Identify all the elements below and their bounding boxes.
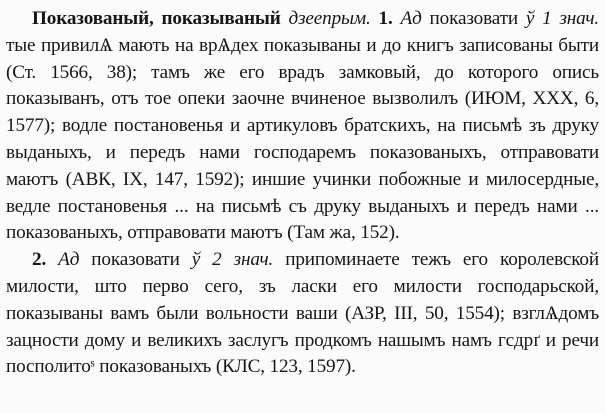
sense-number-2: 2.: [32, 249, 47, 271]
entry-paragraph-2: [6, 247, 599, 381]
base-verb-1: показовати: [429, 8, 518, 29]
citation-text-1: тые привилѦ мають на врѦдех показываны и до книгъ записованы быти (Ст. 1566, 38); тамъ же его врадъ замковый, до которого опись показыванъ, отъ тое опеки заочне вчиненое вызволилъ (ИЮМ, XXX, 6, 1577); водле постановенья и артикуловъ братскихъ, на письмѣ зъ друку выданыхъ, и передъ нами господаремъ показованыхъ, отправовати маютъ (АВК, IX, 147, 1592); иншие учинки побожные и милосердные, ведле постановенья ... на письмѣ съ друку выданыхъ и передъ нами ... показованыхъ, отправовати маютъ (Там жа, 152).: [6, 34, 599, 244]
sense-ref-1: ў 1 знач.: [525, 8, 599, 29]
sense-ref-2: ў 2 знач.: [191, 249, 274, 271]
sense-number-1: 1.: [378, 8, 393, 29]
derivation-abbr-1: Ад: [400, 8, 422, 29]
derivation-abbr-2: Ад: [58, 249, 80, 271]
citation-text-2: припоминаете тежъ его королевской милости, што перво сего, зъ ласки его милости господарьской, показываны вамъ были вольности ваши (АЗР, III, 50, 1554); взглѦдомъ зацности дому и великихъ заслугъ продкомъ нашымъ намъ гсдрґ и речи посполитоˢ показованыхъ (КЛС, 123, 1597).: [6, 249, 599, 378]
entry-paragraph-1: [6, 6, 599, 247]
base-verb-2: показовати: [91, 249, 180, 271]
headword: Показованый, показываный: [32, 8, 281, 29]
grammar-label: дзеeпрым.: [288, 8, 371, 29]
